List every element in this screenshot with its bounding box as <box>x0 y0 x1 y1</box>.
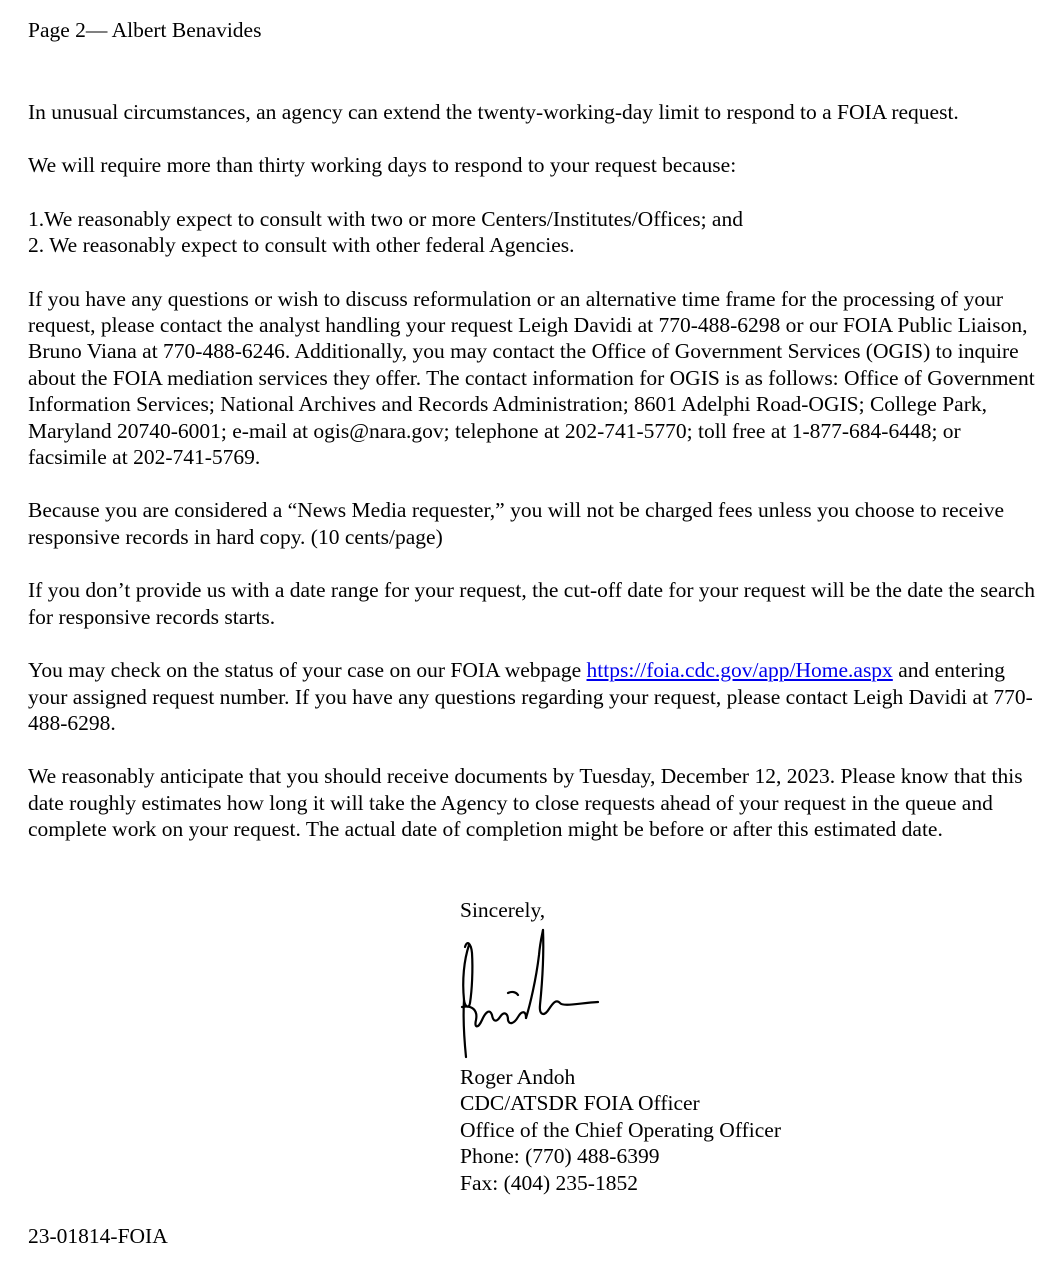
signer-title: CDC/ATSDR FOIA Officer <box>460 1091 700 1116</box>
closing-salutation: Sincerely, <box>460 898 546 922</box>
signer-phone: Phone: (770) 488-6399 <box>460 1144 660 1169</box>
signature-block <box>460 1064 781 1196</box>
paragraph-extension-notice: In unusual circumstances, an agency can extend the twenty-working-day limit to respond to a FOIA request. <box>28 100 959 124</box>
foia-webpage-link[interactable]: https://foia.cdc.gov/app/Home.aspx <box>586 658 893 683</box>
request-reference-number: 23-01814-FOIA <box>28 1224 168 1248</box>
signer-name: Roger Andoh <box>460 1065 576 1089</box>
paragraph-anticipated-date: We reasonably anticipate that you should receive documents by Tuesday, December 12, 2023. Please know that this date roughly estimates how long it will take the Agency to close requests ahead of your request in the queue and complete work on your request. The actual date of completion might be before or after this estimated date. <box>28 764 1023 842</box>
reason-item-1: 1.We reasonably expect to consult with two or more Centers/Institutes/Offices; and <box>28 206 743 231</box>
page-header: Page 2— Albert Benavides <box>28 18 262 42</box>
paragraph-contact-info: If you have any questions or wish to discuss reformulation or an alternative time frame for the processing of your request, please contact the analyst handling your request Leigh Davidi at 770-488-6298 or our FOIA Public Liaison, Bruno Viana at 770-488-6246. Additionally, you may contact the Office of Government Services (OGIS) to inquire about the FOIA mediation services they offer. The contact information for OGIS is as follows: Office of Government Information Services; National Archives and Records Administration; 8601 Adelphi Road-OGIS; College Park, Maryland 20740-6001; e-mail at ogis@nara.gov; telephone at 202-741-5770; toll free at 1-877-684-6448; or facsimile at 202-741-5769. <box>28 286 1035 470</box>
status-text-after-link: and entering your assigned request number. If you have any questions regarding your request, please contact Leigh Davidi at 770-488-6298. <box>28 658 1033 735</box>
paragraph-thirty-days: We will require more than thirty working days to respond to your request because: <box>28 153 737 178</box>
status-text-before-link: You may check on the status of your case on our FOIA webpage <box>28 658 587 683</box>
paragraph-fees: Because you are considered a “News Media requester,” you will not be charged fees unless you choose to receive responsive records in hard copy. (10 cents/page) <box>28 498 1005 549</box>
reason-item-2: 2. We reasonably expect to consult with other federal Agencies. <box>28 233 575 258</box>
reasons-list <box>28 206 1038 259</box>
handwritten-signature <box>452 925 612 1060</box>
paragraph-status-check <box>28 657 1038 736</box>
letter-body <box>28 99 1038 870</box>
signer-office: Office of the Chief Operating Officer <box>460 1117 781 1142</box>
paragraph-date-range: If you don’t provide us with a date range for your request, the cut-off date for your request will be the date the search for responsive records starts. <box>28 578 1035 629</box>
signer-fax: Fax: (404) 235-1852 <box>460 1170 638 1195</box>
